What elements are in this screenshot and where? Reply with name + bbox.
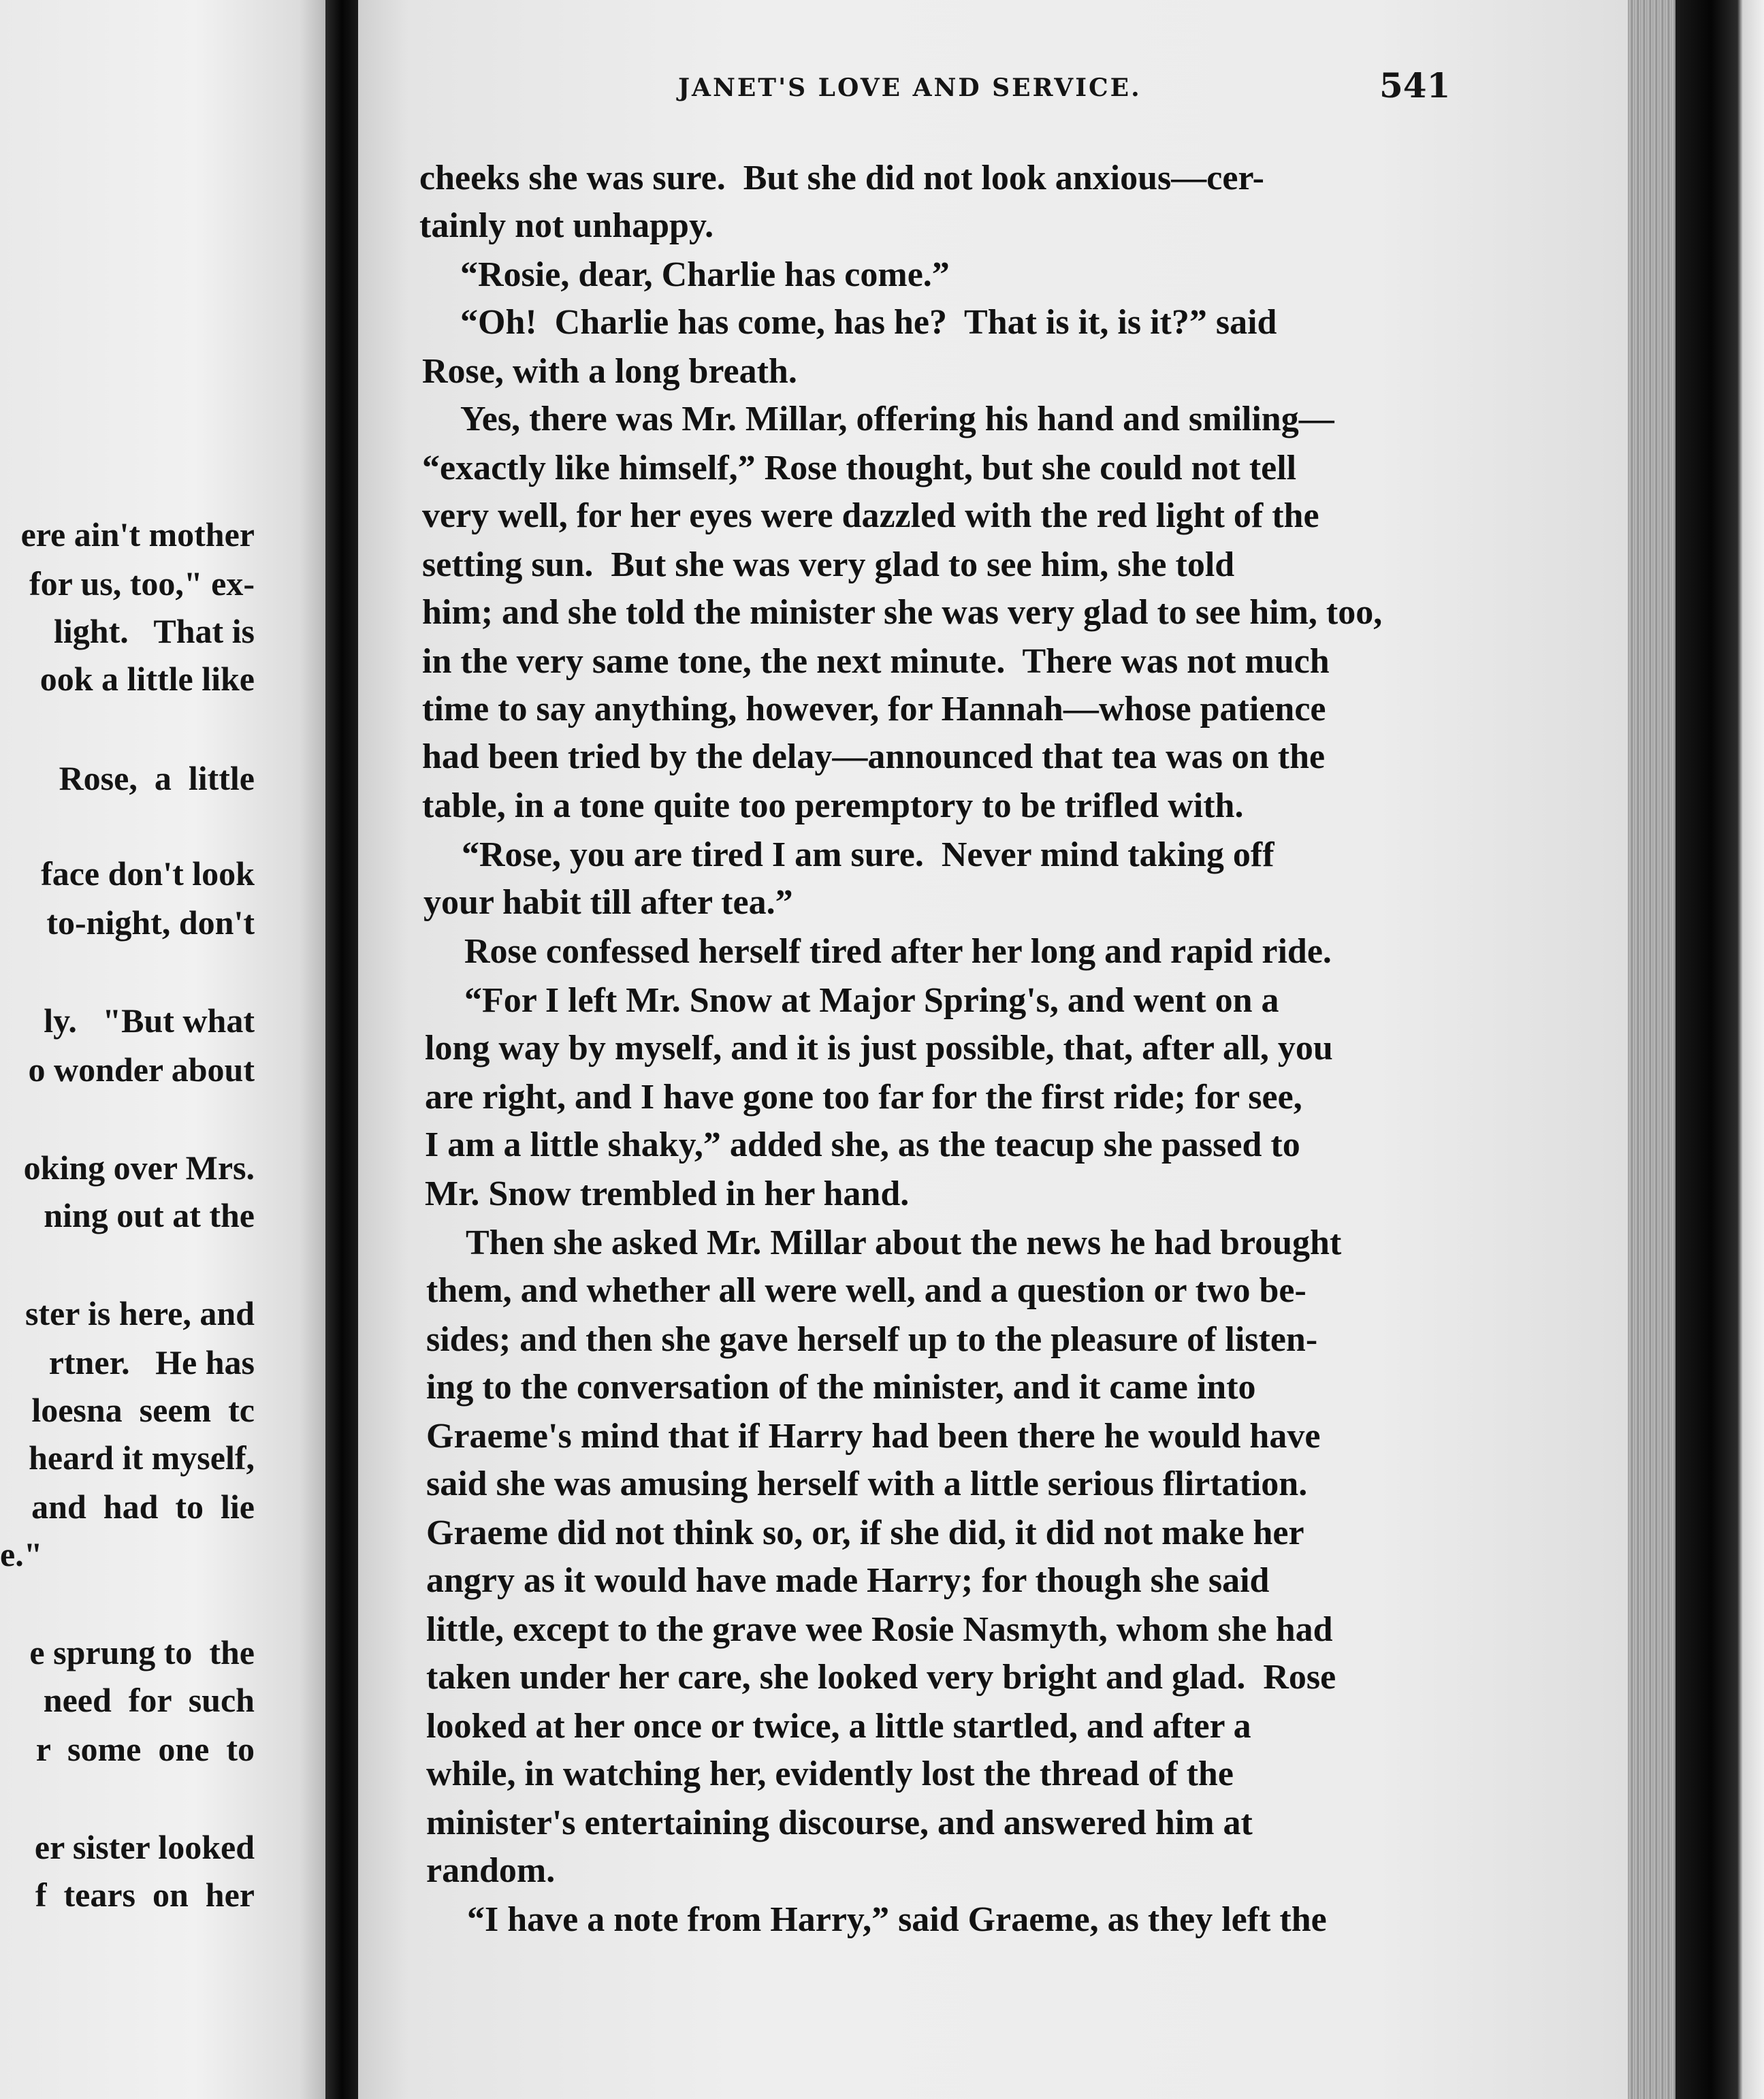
text-line: “exactly like himself,” Rose thought, but she could not tell xyxy=(422,449,1297,487)
page-edges xyxy=(1628,0,1675,2099)
left-page-line: er sister looked xyxy=(34,1828,255,1866)
text-line: Graeme did not think so, or, if she did, it did not make her xyxy=(426,1513,1304,1552)
left-page-line: oking over Mrs. xyxy=(23,1149,255,1187)
text-line: time to say anything, however, for Hannah—whose patience xyxy=(422,690,1326,728)
text-line: are right, and I have gone too far for the first ride; for see, xyxy=(425,1078,1302,1117)
text-line: Rose, with a long breath. xyxy=(422,352,797,391)
text-line: in the very same tone, the next minute. There was not much xyxy=(422,642,1330,681)
left-page-line: to-night, don't xyxy=(46,903,255,942)
text-line: taken under her care, she looked very bright and glad. Rose xyxy=(426,1658,1336,1697)
text-line: Then she asked Mr. Millar about the news he had brought xyxy=(466,1223,1342,1262)
text-line: looked at her once or twice, a little startled, and after a xyxy=(426,1707,1251,1746)
text-line: angry as it would have made Harry; for though she said xyxy=(426,1561,1270,1600)
text-line: “I have a note from Harry,” said Graeme, as they left the xyxy=(467,1900,1327,1939)
left-page-line: rtner. He has xyxy=(48,1343,255,1381)
left-page-line: for us, too," ex- xyxy=(29,564,255,603)
text-line: long way by myself, and it is just possible, that, after all, you xyxy=(425,1029,1333,1068)
left-page-line: face don't look xyxy=(41,854,255,893)
text-line: your habit till after tea.” xyxy=(423,883,793,922)
text-line: cheeks she was sure. But she did not look anxious—cer- xyxy=(419,159,1264,197)
text-line: “Oh! Charlie has come, has he? That is it, is it?” said xyxy=(460,303,1277,342)
text-line: “For I left Mr. Snow at Major Spring's, and went on a xyxy=(464,981,1279,1020)
text-line: him; and she told the minister she was very glad to see him, too, xyxy=(422,593,1383,632)
text-line: Graeme's mind that if Harry had been there he would have xyxy=(426,1417,1321,1456)
left-page-line: o wonder about xyxy=(28,1051,255,1089)
left-page-line: ning out at the xyxy=(44,1196,255,1234)
left-page-line: and had to lie xyxy=(31,1488,255,1526)
text-line: minister's entertaining discourse, and answered him at xyxy=(426,1804,1253,1842)
text-line: table, in a tone quite too peremptory to be trifled with. xyxy=(422,786,1244,825)
left-page-line: f tears on her xyxy=(35,1876,255,1914)
text-line: tainly not unhappy. xyxy=(419,206,714,245)
left-page-line: ook a little like xyxy=(39,660,255,698)
text-line: setting sun. But she was very glad to see him, she told xyxy=(422,545,1235,584)
text-line: little, except to the grave wee Rosie Nasmyth, whom she had xyxy=(426,1610,1333,1649)
text-line: Rose confessed herself tired after her long and rapid ride. xyxy=(464,932,1332,971)
left-page-line: need for such xyxy=(43,1681,255,1719)
text-line: them, and whether all were well, and a question or two be- xyxy=(426,1271,1306,1310)
text-line: “Rose, you are tired I am sure. Never mind taking off xyxy=(462,835,1274,874)
book-cover-edge xyxy=(1675,0,1764,2099)
left-page-line: Rose, a little xyxy=(59,759,255,797)
binding-gutter xyxy=(325,0,358,2099)
text-line: “Rosie, dear, Charlie has come.” xyxy=(460,255,950,294)
text-line: Yes, there was Mr. Millar, offering his hand and smiling— xyxy=(460,400,1334,438)
text-line: sides; and then she gave herself up to the pleasure of listen- xyxy=(426,1320,1318,1359)
main-page xyxy=(358,0,1628,2099)
text-line: random. xyxy=(426,1851,556,1890)
left-page-line: e sprung to the xyxy=(29,1633,255,1671)
text-line: Mr. Snow trembled in her hand. xyxy=(425,1174,910,1213)
text-line: very well, for her eyes were dazzled with the red light of the xyxy=(422,496,1319,535)
left-page-line: r some one to xyxy=(35,1730,255,1768)
text-line: said she was amusing herself with a little serious flirtation. xyxy=(426,1464,1308,1503)
left-page-line: heard it myself, xyxy=(29,1439,255,1477)
text-line: had been tried by the delay—announced that tea was on the xyxy=(422,737,1326,776)
left-page-line: e." xyxy=(0,1535,43,1573)
left-page-line: loesna seem tc xyxy=(31,1391,255,1429)
running-header: JANET'S LOVE AND SERVICE. xyxy=(678,74,1142,102)
text-line: I am a little shaky,” added she, as the teacup she passed to xyxy=(425,1125,1300,1164)
left-page-line: ster is here, and xyxy=(25,1294,255,1332)
left-page-line: ere ain't mother xyxy=(20,515,255,554)
text-line: while, in watching her, evidently lost the thread of the xyxy=(426,1754,1234,1793)
text-line: ing to the conversation of the minister, and it came into xyxy=(426,1368,1256,1407)
left-page-line: light. That is xyxy=(54,612,255,650)
left-page xyxy=(0,0,325,2099)
left-page-line: ly. "But what xyxy=(44,1002,255,1040)
page-number: 541 xyxy=(1379,65,1451,106)
